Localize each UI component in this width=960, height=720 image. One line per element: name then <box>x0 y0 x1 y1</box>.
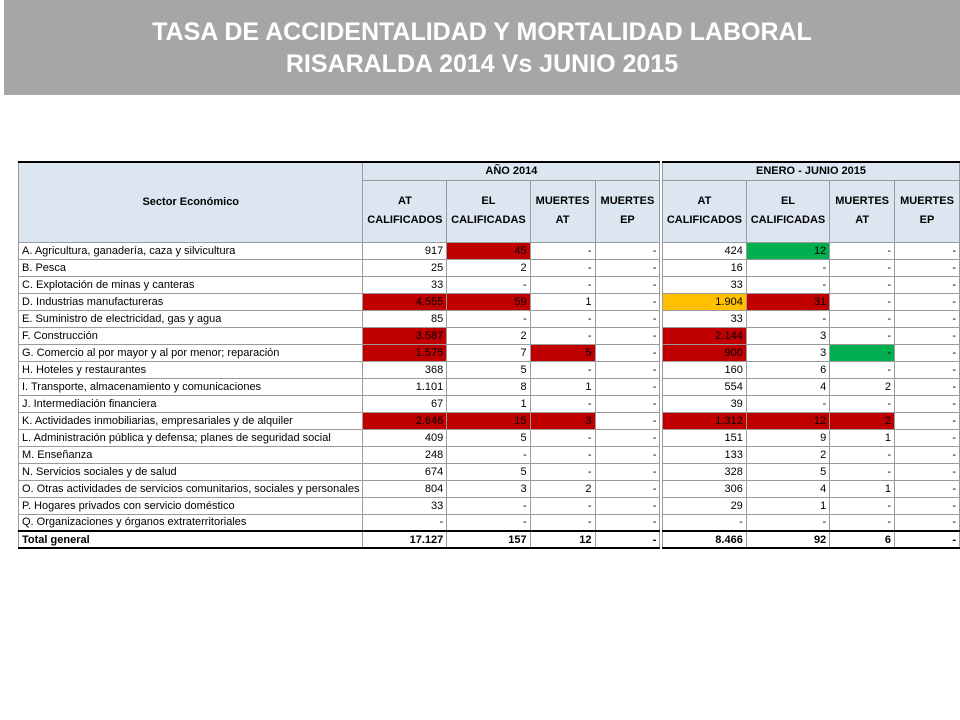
table-row <box>19 412 960 429</box>
value-cell: - <box>595 497 660 514</box>
value-cell: 7 <box>447 344 530 361</box>
value-cell: - <box>830 293 895 310</box>
column-header-line2: AT <box>855 214 870 226</box>
column-header-line1: EL <box>780 195 796 207</box>
table-row <box>19 514 960 531</box>
sector-cell: K. Actividades inmobiliarias, empresariales y de alquiler <box>19 412 363 429</box>
value-cell: - <box>530 276 595 293</box>
value-cell: 674 <box>363 463 447 480</box>
value-cell: - <box>746 259 829 276</box>
value-cell: 5 <box>447 463 530 480</box>
value-cell: - <box>895 242 960 259</box>
column-header-line1: MUERTES <box>900 195 954 207</box>
column-header-line1: AT <box>697 195 712 207</box>
value-cell: 133 <box>663 446 747 463</box>
value-cell: 1.904 <box>663 293 747 310</box>
value-cell: 4 <box>746 480 829 497</box>
table-row <box>19 327 960 344</box>
value-cell: - <box>746 276 829 293</box>
value-cell: - <box>830 259 895 276</box>
sector-cell: F. Construcción <box>19 327 363 344</box>
value-cell: 2 <box>830 412 895 429</box>
value-cell: - <box>530 514 595 531</box>
value-cell: 29 <box>663 497 747 514</box>
value-cell: - <box>830 242 895 259</box>
value-cell: 4.555 <box>363 293 447 310</box>
table-row <box>19 395 960 412</box>
value-cell: 12 <box>530 531 595 548</box>
accident-table <box>18 161 960 549</box>
sector-cell: I. Transporte, almacenamiento y comunicaciones <box>19 378 363 395</box>
value-cell: - <box>895 446 960 463</box>
value-cell: 306 <box>663 480 747 497</box>
column-header-line2: CALIFICADOS <box>367 214 443 226</box>
value-cell: - <box>595 310 660 327</box>
value-cell: 3 <box>746 344 829 361</box>
value-cell: - <box>530 259 595 276</box>
value-cell: - <box>595 276 660 293</box>
value-cell: 1 <box>830 480 895 497</box>
value-cell: - <box>830 514 895 531</box>
table-row <box>19 480 960 497</box>
sector-cell: G. Comercio al por mayor y al por menor; reparación <box>19 344 363 361</box>
column-header-line2: EP <box>620 214 635 226</box>
column-header <box>895 180 960 242</box>
sector-cell: L. Administración pública y defensa; planes de seguridad social <box>19 429 363 446</box>
value-cell: 424 <box>663 242 747 259</box>
value-cell: 17.127 <box>363 531 447 548</box>
value-cell: - <box>447 446 530 463</box>
value-cell: - <box>895 395 960 412</box>
value-cell: - <box>595 293 660 310</box>
value-cell: 1 <box>530 378 595 395</box>
value-cell: 917 <box>363 242 447 259</box>
value-cell: 45 <box>447 242 530 259</box>
value-cell: 1 <box>746 497 829 514</box>
sector-cell: P. Hogares privados con servicio doméstico <box>19 497 363 514</box>
value-cell: 12 <box>746 242 829 259</box>
value-cell: - <box>895 412 960 429</box>
value-cell: - <box>830 327 895 344</box>
value-cell: - <box>830 395 895 412</box>
column-header-line1: MUERTES <box>835 195 889 207</box>
column-header-line2: AT <box>555 214 570 226</box>
value-cell: 2.144 <box>663 327 747 344</box>
value-cell: - <box>830 344 895 361</box>
value-cell: 2.646 <box>363 412 447 429</box>
value-cell: - <box>895 531 960 548</box>
value-cell: - <box>663 514 747 531</box>
value-cell: 59 <box>447 293 530 310</box>
table-row <box>19 446 960 463</box>
value-cell: 368 <box>363 361 447 378</box>
value-cell: - <box>895 514 960 531</box>
value-cell: - <box>530 463 595 480</box>
value-cell: - <box>895 344 960 361</box>
value-cell: 2 <box>746 446 829 463</box>
sector-cell: E. Suministro de electricidad, gas y agua <box>19 310 363 327</box>
value-cell: 1 <box>447 395 530 412</box>
sector-cell: B. Pesca <box>19 259 363 276</box>
value-cell: 8 <box>447 378 530 395</box>
value-cell: 9 <box>746 429 829 446</box>
value-cell: - <box>447 497 530 514</box>
group-header-2014: AÑO 2014 <box>363 162 660 180</box>
value-cell: - <box>830 497 895 514</box>
sector-cell: O. Otras actividades de servicios comunitarios, sociales y personales <box>19 480 363 497</box>
value-cell: - <box>595 259 660 276</box>
column-header <box>363 180 447 242</box>
value-cell: - <box>895 310 960 327</box>
value-cell: - <box>595 446 660 463</box>
value-cell: - <box>830 361 895 378</box>
value-cell: 33 <box>363 497 447 514</box>
column-header-line1: MUERTES <box>535 195 590 207</box>
value-cell: - <box>530 327 595 344</box>
value-cell: 160 <box>663 361 747 378</box>
table-row <box>19 497 960 514</box>
value-cell: 3 <box>530 412 595 429</box>
sector-cell: H. Hoteles y restaurantes <box>19 361 363 378</box>
value-cell: 804 <box>363 480 447 497</box>
title-line-1: TASA DE ACCIDENTALIDAD Y MORTALIDAD LABORAL <box>152 18 812 46</box>
value-cell: 157 <box>447 531 530 548</box>
value-cell: 31 <box>746 293 829 310</box>
value-cell: 5 <box>447 429 530 446</box>
value-cell: 16 <box>663 259 747 276</box>
value-cell: - <box>895 378 960 395</box>
column-header <box>530 180 595 242</box>
value-cell: 2 <box>447 327 530 344</box>
value-cell: 33 <box>663 310 747 327</box>
group-header-2015: ENERO - JUNIO 2015 <box>663 162 960 180</box>
value-cell: 85 <box>363 310 447 327</box>
value-cell: - <box>746 310 829 327</box>
sector-cell: Total general <box>19 531 363 548</box>
column-header-line2: CALIFICADAS <box>750 214 826 226</box>
table-row <box>19 259 960 276</box>
value-cell: - <box>595 344 660 361</box>
value-cell: - <box>595 429 660 446</box>
value-cell: 248 <box>363 446 447 463</box>
value-cell: - <box>895 463 960 480</box>
value-cell: 5 <box>447 361 530 378</box>
column-header-line2: CALIFICADOS <box>666 214 742 226</box>
sector-header: Sector Económico <box>19 162 363 242</box>
value-cell: 1 <box>530 293 595 310</box>
title-banner <box>4 0 960 95</box>
value-cell: - <box>830 276 895 293</box>
sector-cell: D. Industrias manufactureras <box>19 293 363 310</box>
value-cell: 92 <box>746 531 829 548</box>
value-cell: 1.575 <box>363 344 447 361</box>
value-cell: 3 <box>447 480 530 497</box>
value-cell: - <box>895 259 960 276</box>
table-row <box>19 378 960 395</box>
value-cell: - <box>595 463 660 480</box>
column-header <box>746 180 829 242</box>
value-cell: - <box>447 514 530 531</box>
table-row <box>19 361 960 378</box>
value-cell: - <box>895 497 960 514</box>
value-cell: 3 <box>746 327 829 344</box>
column-header-line2: EP <box>919 214 935 226</box>
column-header-line1: EL <box>481 195 496 207</box>
column-header-line1: MUERTES <box>600 195 655 207</box>
value-cell: 12 <box>746 412 829 429</box>
column-header <box>663 180 747 242</box>
value-cell: 328 <box>663 463 747 480</box>
value-cell: - <box>895 429 960 446</box>
value-cell: - <box>895 361 960 378</box>
value-cell: - <box>595 480 660 497</box>
title-line-2: RISARALDA 2014 Vs JUNIO 2015 <box>285 50 679 78</box>
value-cell: 39 <box>663 395 747 412</box>
value-cell: 900 <box>663 344 747 361</box>
column-header <box>830 180 895 242</box>
value-cell: - <box>530 446 595 463</box>
value-cell: - <box>595 242 660 259</box>
sector-cell: N. Servicios sociales y de salud <box>19 463 363 480</box>
value-cell: - <box>447 310 530 327</box>
value-cell: - <box>530 242 595 259</box>
value-cell: 33 <box>663 276 747 293</box>
value-cell: 5 <box>746 463 829 480</box>
table-row <box>19 310 960 327</box>
value-cell: - <box>746 514 829 531</box>
value-cell: - <box>530 310 595 327</box>
value-cell: - <box>895 293 960 310</box>
value-cell: - <box>895 480 960 497</box>
value-cell: - <box>363 514 447 531</box>
value-cell: - <box>447 276 530 293</box>
value-cell: - <box>530 497 595 514</box>
value-cell: 1 <box>830 429 895 446</box>
value-cell: - <box>746 395 829 412</box>
value-cell: 15 <box>447 412 530 429</box>
column-header-line2: CALIFICADAS <box>451 214 526 226</box>
table-row <box>19 463 960 480</box>
column-header <box>595 180 660 242</box>
value-cell: 67 <box>363 395 447 412</box>
value-cell: 33 <box>363 276 447 293</box>
value-cell: 554 <box>663 378 747 395</box>
value-cell: - <box>595 531 660 548</box>
value-cell: - <box>895 276 960 293</box>
table-row <box>19 429 960 446</box>
sector-cell: Q. Organizaciones y órganos extraterritoriales <box>19 514 363 531</box>
value-cell: 2 <box>830 378 895 395</box>
value-cell: 5 <box>530 344 595 361</box>
value-cell: 2 <box>530 480 595 497</box>
value-cell: - <box>595 378 660 395</box>
value-cell: 3.587 <box>363 327 447 344</box>
value-cell: 1.312 <box>663 412 747 429</box>
value-cell: - <box>830 446 895 463</box>
value-cell: 6 <box>830 531 895 548</box>
value-cell: 8.466 <box>663 531 747 548</box>
value-cell: - <box>595 514 660 531</box>
value-cell: - <box>895 327 960 344</box>
value-cell: 151 <box>663 429 747 446</box>
column-header-line1: AT <box>397 195 412 207</box>
value-cell: 1.101 <box>363 378 447 395</box>
value-cell: - <box>530 429 595 446</box>
table-row <box>19 276 960 293</box>
sector-cell: C. Explotación de minas y canteras <box>19 276 363 293</box>
value-cell: - <box>595 395 660 412</box>
value-cell: 4 <box>746 378 829 395</box>
table-row <box>19 344 960 361</box>
value-cell: - <box>530 361 595 378</box>
table-row <box>19 293 960 310</box>
sector-cell: M. Enseñanza <box>19 446 363 463</box>
value-cell: 409 <box>363 429 447 446</box>
value-cell: - <box>530 395 595 412</box>
sector-cell: J. Intermediación financiera <box>19 395 363 412</box>
sector-cell: A. Agricultura, ganadería, caza y silvicultura <box>19 242 363 259</box>
value-cell: 2 <box>447 259 530 276</box>
value-cell: - <box>830 463 895 480</box>
value-cell: - <box>830 310 895 327</box>
value-cell: - <box>595 412 660 429</box>
value-cell: - <box>595 327 660 344</box>
value-cell: 25 <box>363 259 447 276</box>
total-row <box>19 531 960 548</box>
value-cell: - <box>595 361 660 378</box>
column-header <box>447 180 530 242</box>
table-row <box>19 242 960 259</box>
value-cell: 6 <box>746 361 829 378</box>
